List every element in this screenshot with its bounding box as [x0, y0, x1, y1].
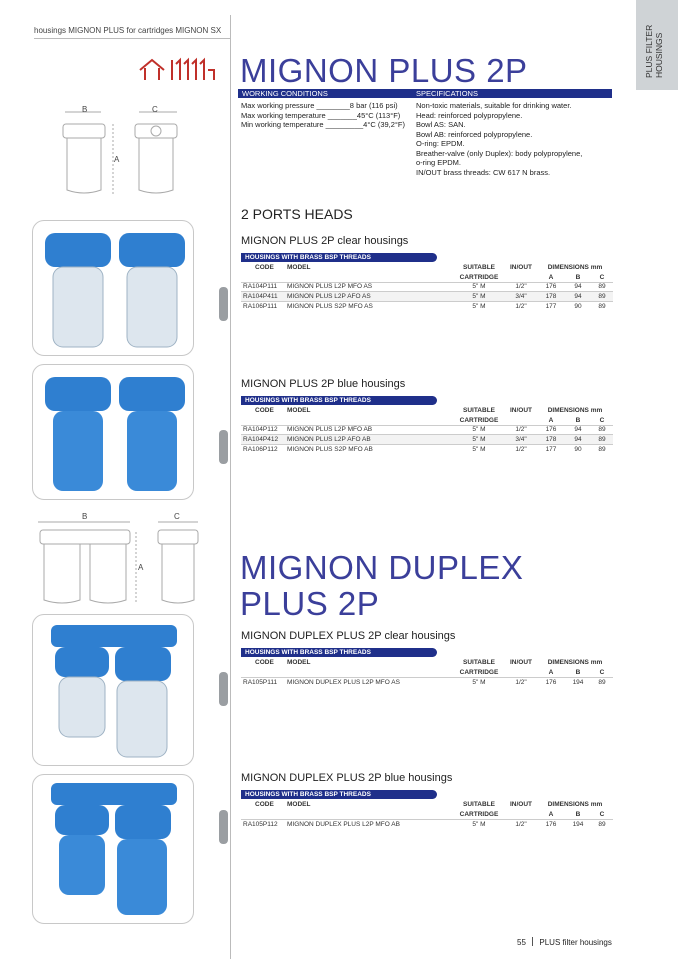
product-image-blue — [32, 364, 194, 500]
table-cell: 1/2" — [505, 819, 537, 829]
dim-label-c: C — [174, 512, 180, 521]
house-radiator-icon — [138, 56, 228, 82]
dim-label-b: B — [82, 105, 88, 114]
table-cell: 177 — [537, 301, 565, 311]
col-header-inout: IN/OUT — [509, 407, 533, 415]
table-row — [241, 301, 613, 311]
table-row — [241, 435, 613, 445]
section-handle[interactable] — [219, 810, 228, 844]
col-header-empty — [241, 416, 285, 426]
product-table — [241, 406, 613, 454]
col-header-c: C — [599, 810, 605, 818]
housings-pill: HOUSINGS WITH BRASS BSP THREADS — [241, 396, 437, 405]
product-table — [241, 800, 613, 829]
product-image-duplex-blue — [32, 774, 194, 924]
housings-pill: HOUSINGS WITH BRASS BSP THREADS — [241, 253, 437, 262]
table-cell: 94 — [565, 292, 591, 302]
product-image-clear — [32, 220, 194, 356]
table-cell: 3/4" — [505, 292, 537, 302]
col-header-model: MODEL — [287, 801, 311, 809]
table-cell: 94 — [565, 435, 591, 445]
spec-line: Bowl AB: reinforced polypropylene. — [416, 129, 533, 139]
table-cell: RA104P111 — [241, 282, 285, 292]
section-heading: MIGNON DUPLEX PLUS 2P blue housings — [241, 772, 453, 784]
table-cell: MIGNON DUPLEX PLUS L2P MFO AB — [285, 819, 453, 829]
col-header-empty — [505, 273, 537, 283]
table-cell: 5" M — [453, 425, 505, 435]
spec-line: IN/OUT brass threads: CW 617 N brass. — [416, 167, 551, 177]
housings-pill: HOUSINGS WITH BRASS BSP THREADS — [241, 648, 437, 657]
table-cell: MIGNON PLUS L2P MFO AB — [285, 425, 453, 435]
table-cell: 5" M — [453, 282, 505, 292]
dim-label-b: B — [82, 512, 88, 521]
col-header-cartridge: CARTRIDGE — [459, 668, 499, 676]
table-cell: 3/4" — [505, 435, 537, 445]
table-cell: 89 — [591, 677, 613, 687]
table-cell: 90 — [565, 444, 591, 454]
breadcrumb: housings MIGNON PLUS for cartridges MIGNON SX — [34, 26, 222, 35]
col-header-empty — [241, 273, 285, 283]
conditions-bar — [238, 89, 612, 98]
specifications-header: SPECIFICATIONS — [416, 89, 478, 98]
footer-label: PLUS filter housings — [539, 938, 612, 947]
table-cell: MIGNON PLUS S2P MFO AB — [285, 444, 453, 454]
table-cell: 176 — [537, 425, 565, 435]
col-header-empty — [285, 810, 453, 820]
product-image-duplex-clear — [32, 614, 194, 766]
spec-line: o-ring EPDM. — [416, 158, 462, 167]
col-header-empty — [241, 668, 285, 678]
table-cell: MIGNON PLUS L2P AFO AS — [285, 292, 453, 302]
col-header-empty — [285, 273, 453, 283]
col-header-code: CODE — [255, 659, 274, 667]
column-divider — [230, 15, 231, 959]
table-cell: 5" M — [453, 292, 505, 302]
table-row — [241, 282, 613, 292]
section-duplex-blue — [241, 772, 613, 829]
dim-label-c: C — [152, 105, 158, 114]
table-cell: 1/2" — [505, 677, 537, 687]
col-header-empty — [285, 416, 453, 426]
spec-line: Head: reinforced polypropylene. — [416, 110, 523, 120]
section-blue-housings — [241, 378, 613, 454]
blue-housing-image — [33, 365, 193, 499]
footer — [517, 937, 612, 947]
duplex-dimension-drawing — [34, 508, 204, 608]
col-header-suitable: SUITABLE — [462, 801, 496, 809]
table-cell: 176 — [537, 677, 565, 687]
section-handle[interactable] — [219, 672, 228, 706]
section-heading: MIGNON PLUS 2P blue housings — [241, 378, 406, 390]
working-condition-line: Max working temperature _______45°C (113°F) — [241, 110, 401, 120]
table-cell: 194 — [565, 819, 591, 829]
product-table — [241, 658, 613, 687]
table-cell: 1/2" — [505, 425, 537, 435]
ports-heading: 2 PORTS HEADS — [241, 206, 353, 222]
section-clear-housings — [241, 235, 613, 311]
duplex-blue-image — [33, 775, 193, 923]
table-cell: 89 — [591, 282, 613, 292]
table-cell: RA106P111 — [241, 301, 285, 311]
table-cell: MIGNON PLUS L2P MFO AS — [285, 282, 453, 292]
table-cell: 5" M — [453, 435, 505, 445]
col-header-suitable: SUITABLE — [462, 407, 496, 415]
col-header-model: MODEL — [287, 659, 311, 667]
table-cell: 177 — [537, 444, 565, 454]
table-cell: RA106P112 — [241, 444, 285, 454]
section-heading: MIGNON PLUS 2P clear housings — [241, 235, 409, 247]
side-tab[interactable] — [636, 0, 678, 90]
spec-line: Breather-valve (only Duplex): body polypropylene, — [416, 148, 583, 158]
header-rule — [34, 38, 230, 39]
table-cell: 178 — [537, 435, 565, 445]
table-cell: MIGNON DUPLEX PLUS L2P MFO AS — [285, 677, 453, 687]
col-header-empty — [505, 416, 537, 426]
col-header-inout: IN/OUT — [509, 659, 533, 667]
col-header-empty — [505, 668, 537, 678]
table-cell: 176 — [537, 282, 565, 292]
col-header-cartridge: CARTRIDGE — [459, 273, 499, 281]
housings-pill: HOUSINGS WITH BRASS BSP THREADS — [241, 790, 437, 799]
col-header-dimensions: DIMENSIONS mm — [547, 264, 603, 272]
col-header-empty — [285, 668, 453, 678]
table-cell: 176 — [537, 819, 565, 829]
col-header-a: A — [548, 668, 554, 676]
col-header-b: B — [575, 810, 581, 818]
table-cell: 94 — [565, 282, 591, 292]
dimension-drawing — [55, 104, 205, 199]
table-cell: 94 — [565, 425, 591, 435]
table-cell: 5" M — [453, 444, 505, 454]
duplex-title — [240, 550, 523, 622]
col-header-a: A — [548, 273, 554, 281]
col-header-a: A — [548, 416, 554, 424]
col-header-b: B — [575, 416, 581, 424]
working-conditions-list — [241, 101, 411, 130]
col-header-c: C — [599, 273, 605, 281]
table-cell: 89 — [591, 425, 613, 435]
col-header-a: A — [548, 810, 554, 818]
table-cell: 89 — [591, 444, 613, 454]
table-row — [241, 425, 613, 435]
col-header-code: CODE — [255, 801, 274, 809]
table-cell: 5" M — [453, 301, 505, 311]
col-header-inout: IN/OUT — [509, 801, 533, 809]
col-header-b: B — [575, 273, 581, 281]
col-header-cartridge: CARTRIDGE — [459, 810, 499, 818]
duplex-title-line-2: PLUS 2P — [240, 585, 380, 622]
table-cell: 5" M — [453, 677, 505, 687]
table-cell: RA104P411 — [241, 292, 285, 302]
col-header-b: B — [575, 668, 581, 676]
dim-label-a: A — [114, 155, 120, 164]
spec-line: Bowl AS: SAN. — [416, 120, 466, 129]
working-condition-line: Max working pressure ________8 bar (116 psi) — [241, 101, 398, 110]
col-header-empty — [505, 810, 537, 820]
page-title: MIGNON PLUS 2P — [240, 52, 528, 89]
table-cell: RA104P412 — [241, 435, 285, 445]
table-row — [241, 677, 613, 687]
col-header-code: CODE — [255, 264, 274, 272]
table-cell: RA105P112 — [241, 819, 285, 829]
col-header-dimensions: DIMENSIONS mm — [547, 801, 603, 809]
col-header-inout: IN/OUT — [509, 264, 533, 272]
col-header-suitable: SUITABLE — [462, 264, 496, 272]
side-tab-line-1: PLUS FILTER — [644, 24, 654, 78]
table-cell: MIGNON PLUS L2P AFO AB — [285, 435, 453, 445]
col-header-dimensions: DIMENSIONS mm — [547, 407, 603, 415]
table-row — [241, 819, 613, 829]
working-condition-line: Min working temperature _________4°C (39,2°F) — [241, 120, 406, 129]
table-cell: 194 — [565, 677, 591, 687]
table-cell: 1/2" — [505, 282, 537, 292]
spec-line: Non-toxic materials, suitable for drinking water. — [416, 101, 572, 110]
table-row — [241, 292, 613, 302]
product-table — [241, 263, 613, 311]
section-duplex-clear — [241, 630, 613, 687]
table-cell: 1/2" — [505, 301, 537, 311]
table-cell: 89 — [591, 301, 613, 311]
section-handle[interactable] — [219, 430, 228, 464]
col-header-code: CODE — [255, 407, 274, 415]
col-header-suitable: SUITABLE — [462, 659, 496, 667]
table-cell: 5" M — [453, 819, 505, 829]
table-row — [241, 444, 613, 454]
section-handle[interactable] — [219, 287, 228, 321]
table-cell: 89 — [591, 292, 613, 302]
table-cell: RA105P111 — [241, 677, 285, 687]
col-header-c: C — [599, 416, 605, 424]
table-cell: 1/2" — [505, 444, 537, 454]
table-cell: 89 — [591, 819, 613, 829]
col-header-c: C — [599, 668, 605, 676]
col-header-empty — [241, 810, 285, 820]
section-heading: MIGNON DUPLEX PLUS 2P clear housings — [241, 630, 456, 642]
table-cell: 90 — [565, 301, 591, 311]
duplex-title-line-1: MIGNON DUPLEX — [240, 549, 524, 586]
table-cell: RA104P112 — [241, 425, 285, 435]
footer-divider — [532, 937, 533, 946]
col-header-model: MODEL — [287, 264, 311, 272]
col-header-cartridge: CARTRIDGE — [459, 416, 499, 424]
side-tab-line-2: HOUSINGS — [654, 32, 664, 78]
specifications-list — [416, 101, 616, 177]
table-cell: MIGNON PLUS S2P MFO AS — [285, 301, 453, 311]
page-number: 55 — [517, 938, 526, 947]
table-cell: 178 — [537, 292, 565, 302]
spec-line: O-ring: EPDM. — [416, 139, 465, 148]
table-cell: 89 — [591, 435, 613, 445]
dim-label-a: A — [138, 563, 144, 572]
col-header-model: MODEL — [287, 407, 311, 415]
working-conditions-header: WORKING CONDITIONS — [242, 89, 328, 98]
duplex-clear-image — [33, 615, 193, 765]
clear-housing-image — [33, 221, 193, 355]
col-header-dimensions: DIMENSIONS mm — [547, 659, 603, 667]
